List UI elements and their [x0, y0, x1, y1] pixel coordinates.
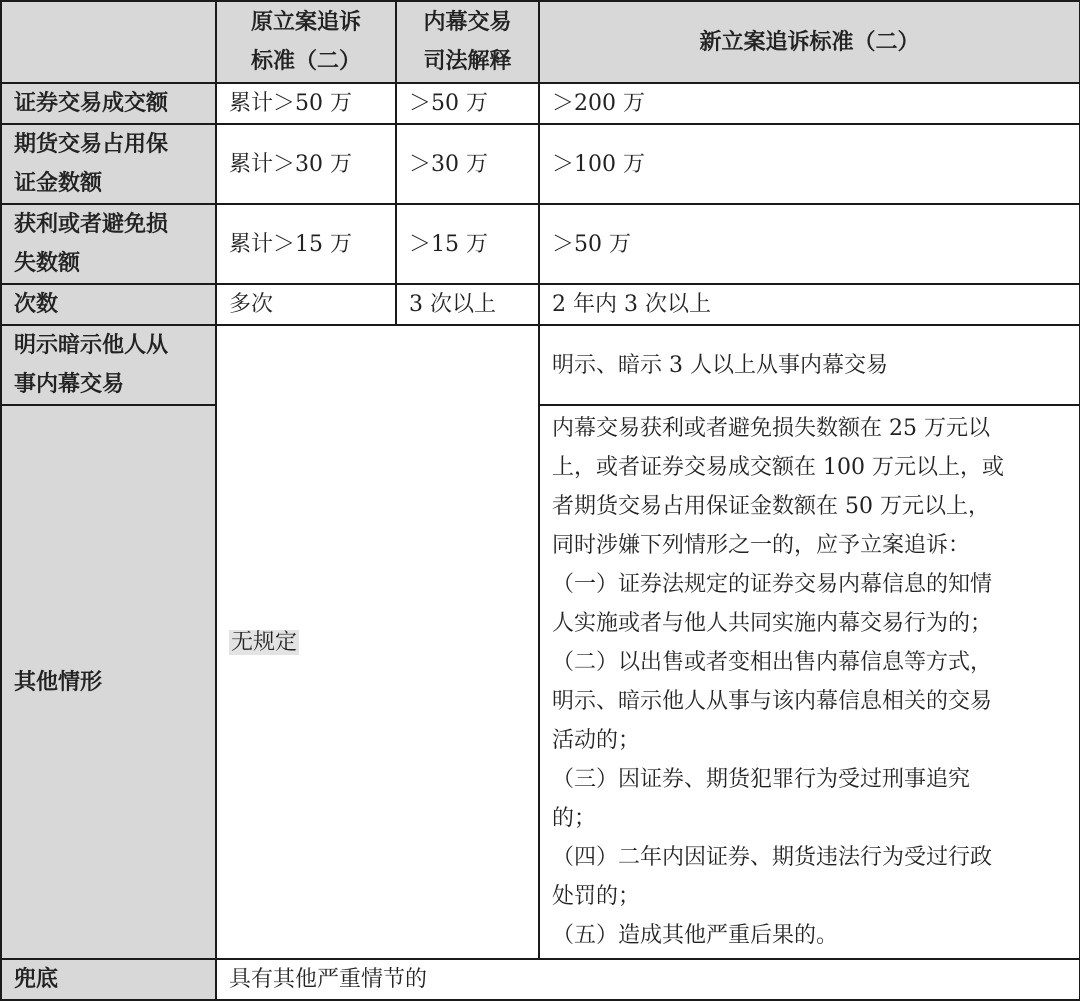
- fallback-value: 具有其他严重情节的: [216, 959, 1080, 1000]
- no-provision-text: 无规定: [231, 629, 298, 655]
- table-row: [1, 83, 1080, 124]
- row-label: 明示暗示他人从 事内幕交易: [1, 325, 216, 405]
- row-label: 获利或者避免损 失数额: [1, 204, 216, 284]
- judicial-value: ＞50 万: [396, 83, 539, 124]
- row-label: 期货交易占用保 证金数额: [1, 124, 216, 204]
- judicial-value: ＞15 万: [396, 204, 539, 284]
- no-provision-cell: [216, 325, 539, 959]
- row-label: 证券交易成交额: [1, 83, 216, 124]
- header-old-standard: 原立案追诉 标准（二）: [216, 1, 396, 83]
- old-standard-value: 累计＞50 万: [216, 83, 396, 124]
- table-row: [1, 405, 1080, 959]
- table-row: [1, 204, 1080, 284]
- old-standard-value: 多次: [216, 284, 396, 325]
- row-label: 兜底: [1, 959, 216, 1000]
- new-standard-value: 2 年内 3 次以上: [539, 284, 1080, 325]
- header-judicial-interpretation: 内幕交易 司法解释: [396, 1, 539, 83]
- table-row: [1, 325, 1080, 405]
- table-row: [1, 959, 1080, 1000]
- table-row: [1, 124, 1080, 204]
- old-standard-value: 累计＞15 万: [216, 204, 396, 284]
- header-row: [1, 1, 1080, 83]
- header-new-standard: 新立案追诉标准（二）: [539, 1, 1080, 83]
- new-standard-value: 明示、暗示 3 人以上从事内幕交易: [539, 325, 1080, 405]
- new-standard-value: ＞100 万: [539, 124, 1080, 204]
- judicial-value: 3 次以上: [396, 284, 539, 325]
- table-row: [1, 284, 1080, 325]
- old-standard-value: 累计＞30 万: [216, 124, 396, 204]
- new-standard-other-clauses: 内幕交易获利或者避免损失数额在 25 万元以 上，或者证券交易成交额在 100 万元以上，或 者期货交易占用保证金数额在 50 万元以上， 同时涉嫌下列情形之一的，应予立案追诉： （一）证券法规定的证券交易内幕信息的知情 人实施或者与他人共同实施内幕交易行为的； （二）以出售或者变相出售内幕信息等方式， 明示、暗示他人从事与该内幕信息相关的交易 活动的； （三）因证券、期货犯罪行为受过刑事追究 的； （四）二年内因证券、期货违法行为受过行政 处罚的； （五）造成其他严重后果的。: [539, 405, 1080, 959]
- new-standard-value: ＞50 万: [539, 204, 1080, 284]
- judicial-value: ＞30 万: [396, 124, 539, 204]
- row-label: 其他情形: [1, 405, 216, 959]
- row-label: 次数: [1, 284, 216, 325]
- new-standard-value: ＞200 万: [539, 83, 1080, 124]
- header-corner-cell: [1, 1, 216, 83]
